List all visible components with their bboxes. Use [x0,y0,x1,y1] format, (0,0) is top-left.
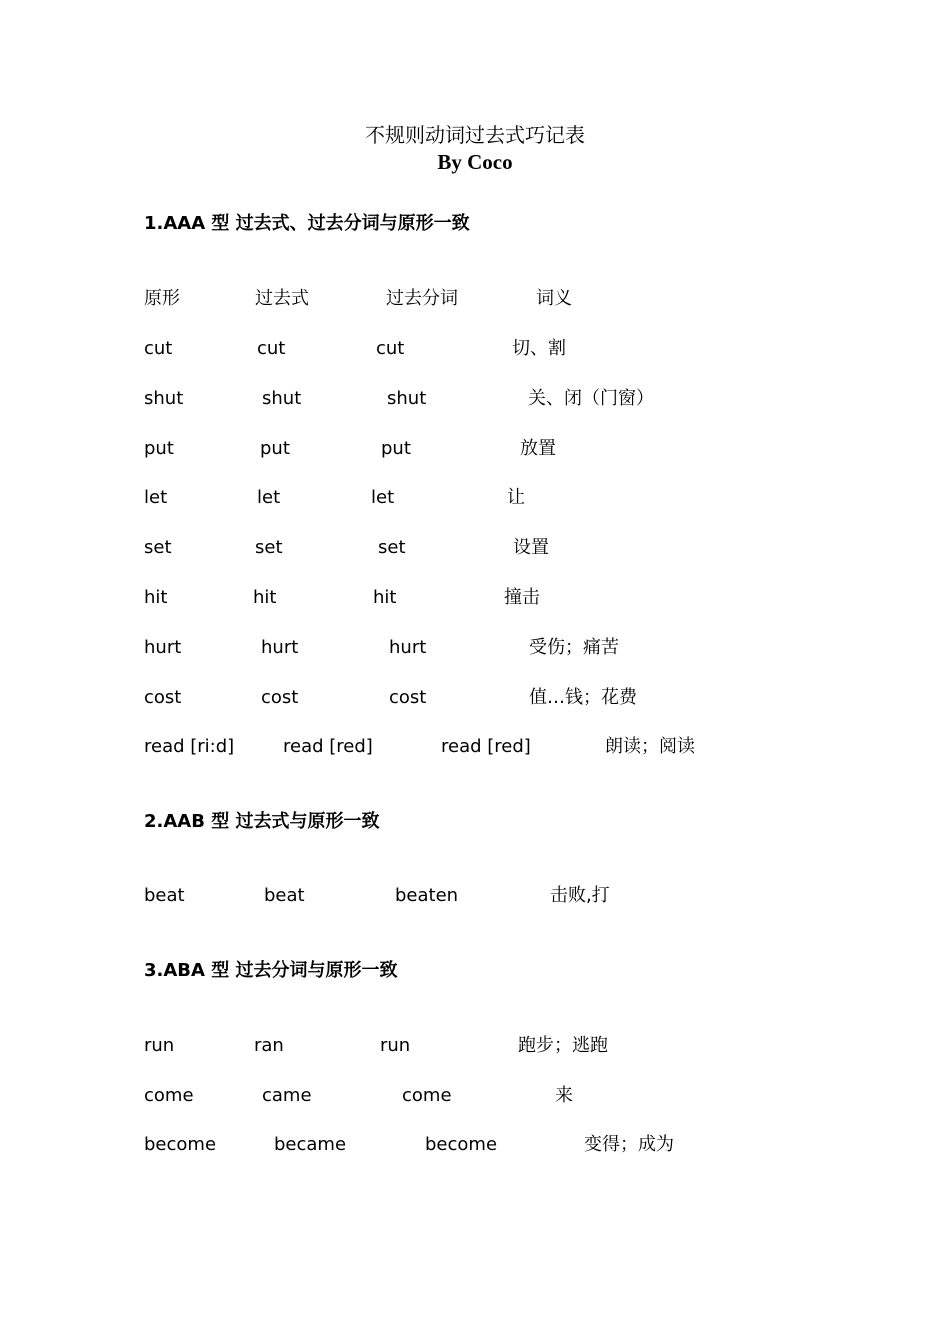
base-form: cut [144,338,173,359]
past-tense: came [262,1085,312,1106]
past-participle: hit [373,587,397,608]
table-row [0,1083,950,1109]
table-header-row [0,286,950,312]
past-tense: set [255,537,283,558]
past-participle: cost [389,687,427,708]
past-participle: read [red] [441,736,531,757]
table-row [0,685,950,711]
meaning: 值…钱；花费 [529,687,637,708]
meaning: 击败,打 [550,885,610,906]
table-row [0,386,950,412]
past-tense: hurt [261,637,299,658]
past-tense: put [260,438,290,459]
past-tense: hit [253,587,277,608]
past-tense: let [257,487,281,508]
column-header-meaning: 词义 [536,288,572,309]
section-heading-aaa: 1.AAA 型 过去式、过去分词与原形一致 [144,213,470,234]
column-header-past-participle: 过去分词 [386,288,458,309]
table-row [0,1033,950,1059]
base-form: put [144,438,174,459]
past-participle: hurt [389,637,427,658]
past-participle: set [378,537,406,558]
base-form: read [ri:d] [144,736,235,757]
section-heading-aab: 2.AAB 型 过去式与原形一致 [144,811,380,832]
table-row [0,1132,950,1158]
meaning: 来 [555,1085,573,1106]
table-row [0,635,950,661]
base-form: come [144,1085,194,1106]
table-row [0,485,950,511]
past-tense: read [red] [283,736,373,757]
column-header-past-tense: 过去式 [255,288,309,309]
base-form: let [144,487,168,508]
past-participle: cut [376,338,405,359]
past-tense: beat [264,885,305,906]
column-header-base-form: 原形 [144,288,180,309]
past-participle: put [381,438,411,459]
table-row [0,535,950,561]
past-participle: come [402,1085,452,1106]
meaning: 让 [507,487,525,508]
base-form: run [144,1035,175,1056]
past-participle: shut [387,388,427,409]
past-tense: became [274,1134,347,1155]
meaning: 朗读；阅读 [605,736,695,757]
table-row [0,734,950,760]
past-participle: let [371,487,395,508]
meaning: 跑步；逃跑 [518,1035,608,1056]
base-form: beat [144,885,185,906]
page-title: 不规则动词过去式巧记表 [365,123,585,147]
past-tense: cut [257,338,286,359]
base-form: hurt [144,637,182,658]
meaning: 变得；成为 [584,1134,674,1155]
base-form: hit [144,587,168,608]
meaning: 关、闭（门窗） [528,388,654,409]
meaning: 切、割 [512,338,566,359]
past-participle: run [380,1035,411,1056]
base-form: cost [144,687,182,708]
past-tense: cost [261,687,299,708]
meaning: 撞击 [504,587,540,608]
meaning: 受伤；痛苦 [529,637,619,658]
base-form: become [144,1134,217,1155]
meaning: 放置 [520,438,556,459]
meaning: 设置 [513,537,549,558]
table-row [0,883,950,909]
table-row [0,336,950,362]
author-byline: By Coco [437,150,513,174]
section-heading-aba: 3.ABA 型 过去分词与原形一致 [144,960,398,981]
past-tense: ran [254,1035,284,1056]
past-tense: shut [262,388,302,409]
base-form: set [144,537,172,558]
past-participle: beaten [395,885,459,906]
table-row [0,585,950,611]
past-participle: become [425,1134,498,1155]
base-form: shut [144,388,184,409]
table-row [0,436,950,462]
